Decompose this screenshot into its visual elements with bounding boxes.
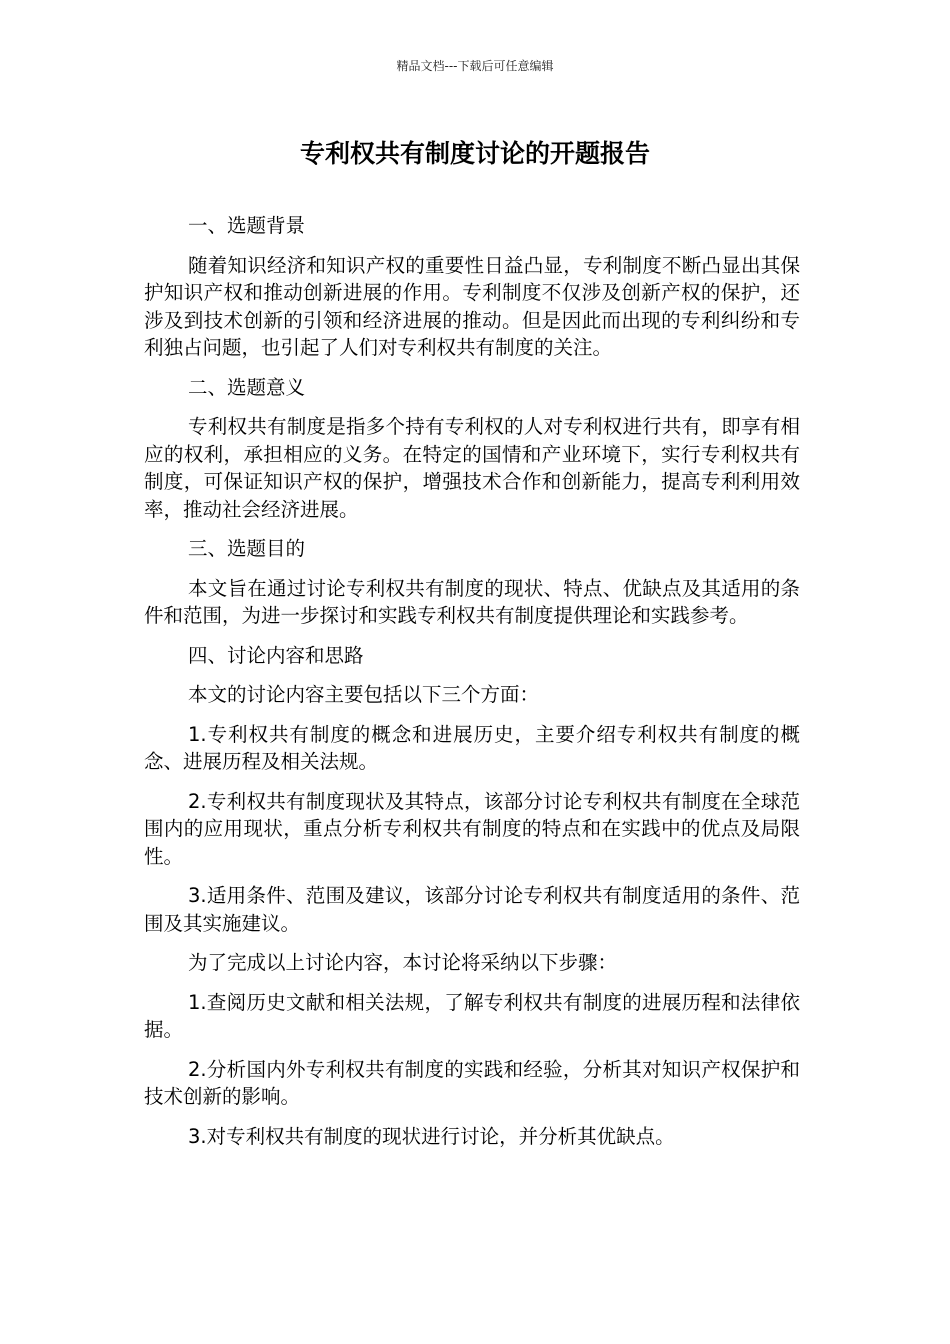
- list-item-step-2: 2.分析国内外专利权共有制度的实践和经验，分析其对知识产权保护和技术创新的影响。: [144, 1057, 800, 1108]
- list-item-step-1: 1.查阅历史文献和相关法规，了解专利权共有制度的进展历程和法律依据。: [144, 990, 800, 1041]
- section-heading-content: 四、讨论内容和思路: [188, 643, 364, 667]
- section-heading-background: 一、选题背景: [188, 214, 306, 237]
- paragraph-significance: 专利权共有制度是指多个持有专利权的人对专利权进行共有，即享有相应的权利，承担相应的义务。在特定的国情和产业环境下，实行专利权共有制度，可保证知识产权的保护，增强技术合作和创新能力，提高专利利用效率，推动社会经济进展。: [144, 415, 800, 521]
- header-note: 精品文档---下载后可任意编辑: [396, 59, 554, 73]
- document-body: [144, 212, 800, 1162]
- paragraph-steps-intro: 为了完成以上讨论内容，本讨论将采纳以下步骤：: [188, 951, 618, 974]
- list-item-step-3: 3.对专利权共有制度的现状进行讨论，并分析其优缺点。: [188, 1124, 675, 1148]
- section-heading-significance: 二、选题意义: [188, 375, 306, 399]
- paragraph-content-intro: 本文的讨论内容主要包括以下三个方面：: [188, 683, 540, 706]
- section-heading-purpose: 三、选题目的: [188, 537, 306, 560]
- list-item-content-3: 3.适用条件、范围及建议，该部分讨论专利权共有制度适用的条件、范围及其实施建议。: [144, 884, 800, 935]
- list-item-content-2: 2.专利权共有制度现状及其特点，该部分讨论专利权共有制度在全球范围内的应用现状，重点分析专利权共有制度的特点和在实践中的优点及局限性。: [144, 789, 800, 868]
- paragraph-purpose: 本文旨在通过讨论专利权共有制度的现状、特点、优缺点及其适用的条件和范围，为进一步探讨和实践专利权共有制度提供理论和实践参考。: [144, 576, 800, 627]
- paragraph-background: 随着知识经济和知识产权的重要性日益凸显，专利制度不断凸显出其保护知识产权和推动创新进展的作用。专利制度不仅涉及创新产权的保护，还涉及到技术创新的引领和经济进展的推动。但是因此而出现的专利纠纷和专利独占问题，也引起了人们对专利权共有制度的关注。: [144, 253, 800, 359]
- list-item-content-1: 1.专利权共有制度的概念和进展历史，主要介绍专利权共有制度的概念、进展历程及相关法规。: [144, 722, 800, 773]
- document-title: 专利权共有制度讨论的开题报告: [299, 139, 650, 168]
